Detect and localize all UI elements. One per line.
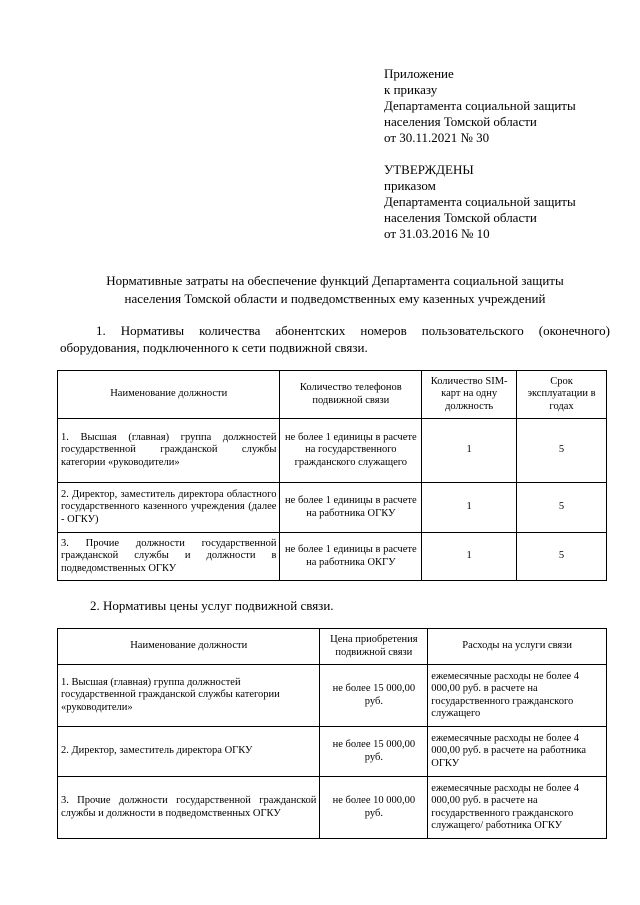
table-header-cell: Наименование должности (58, 371, 280, 419)
section-2-heading: 2. Нормативы цены услуг подвижной связи. (90, 598, 334, 613)
price-cell: не более 15 000,00 руб. (320, 727, 428, 777)
mobile-prices-table (57, 628, 607, 839)
position-cell: 3. Прочие должности государственной гражданской службы и должности в подведомственных ОГКУ (58, 777, 320, 839)
position-cell: 1. Высшая (главная) группа должностей государственной гражданской службы категории «руководители» (58, 665, 320, 727)
table-row (58, 533, 607, 581)
price-cell: не более 10 000,00 руб. (320, 777, 428, 839)
stamp-line: населения Томской области (384, 114, 537, 129)
term-cell: 5 (517, 419, 607, 483)
document-title (60, 272, 610, 308)
costs-cell: ежемесячные расходы не более 4 000,00 руб. в расчете на государственного гражданского служащего (428, 665, 607, 727)
table-header-cell: Количество SIM-карт на одну должность (422, 371, 517, 419)
table-row (58, 777, 607, 839)
table-header-cell: Цена приобретения подвижной связи (320, 629, 428, 665)
position-cell: 3. Прочие должности государственной гражданской службы и должности в подведомственных ОГКУ (58, 533, 280, 581)
costs-cell: ежемесячные расходы не более 4 000,00 руб. в расчете на работника ОГКУ (428, 727, 607, 777)
stamp-line: Департамента социальной защиты (384, 98, 576, 113)
term-cell: 5 (517, 533, 607, 581)
sim-cell: 1 (422, 419, 517, 483)
approval-stamp-annex (384, 66, 576, 146)
table-header-row (58, 371, 607, 419)
stamp-line: от 31.03.2016 № 10 (384, 226, 490, 241)
table-row (58, 419, 607, 483)
position-cell: 2. Директор, заместитель директора областного государственного казенного учреждения (далее - ОГКУ) (58, 483, 280, 533)
table-header-cell: Наименование должности (58, 629, 320, 665)
table-header-cell: Срок эксплуатации в годах (517, 371, 607, 419)
stamp-line: к приказу (384, 82, 438, 97)
phones-cell: не более 1 единицы в расчете на работника ОГКУ (280, 483, 422, 533)
stamp-line: от 30.11.2021 № 30 (384, 130, 490, 145)
sim-cell: 1 (422, 533, 517, 581)
title-line: населения Томской области и подведомственных ему казенных учреждений (124, 291, 546, 306)
approval-stamp-approved (384, 162, 576, 242)
table-row (58, 727, 607, 777)
stamp-line: УТВЕРЖДЕНЫ (384, 162, 474, 177)
term-cell: 5 (517, 483, 607, 533)
title-line: Нормативные затраты на обеспечение функций Департамента социальной защиты (106, 273, 564, 288)
mobile-numbers-table (57, 370, 607, 581)
stamp-line: Департамента социальной защиты (384, 194, 576, 209)
table-row (58, 665, 607, 727)
sim-cell: 1 (422, 483, 517, 533)
table-header-cell: Количество телефонов подвижной связи (280, 371, 422, 419)
phones-cell: не более 1 единицы в расчете на государственного гражданского служащего (280, 419, 422, 483)
position-cell: 1. Высшая (главная) группа должностей государственной гражданской службы категории «руководители» (58, 419, 280, 483)
costs-cell: ежемесячные расходы не более 4 000,00 руб. в расчете на государственного гражданского служащего/ работника ОГКУ (428, 777, 607, 839)
table-header-row (58, 629, 607, 665)
table-row (58, 483, 607, 533)
section-1-heading: 1. Нормативы количества абонентских номеров пользовательского (оконечного) оборудования, подключенного к сети подвижной связи. (60, 323, 610, 355)
stamp-line: населения Томской области (384, 210, 537, 225)
phones-cell: не более 1 единицы в расчете на работника ОКГУ (280, 533, 422, 581)
table-header-cell: Расходы на услуги связи (428, 629, 607, 665)
position-cell: 2. Директор, заместитель директора ОГКУ (58, 727, 320, 777)
stamp-line: приказом (384, 178, 436, 193)
price-cell: не более 15 000,00 руб. (320, 665, 428, 727)
stamp-line: Приложение (384, 66, 454, 81)
